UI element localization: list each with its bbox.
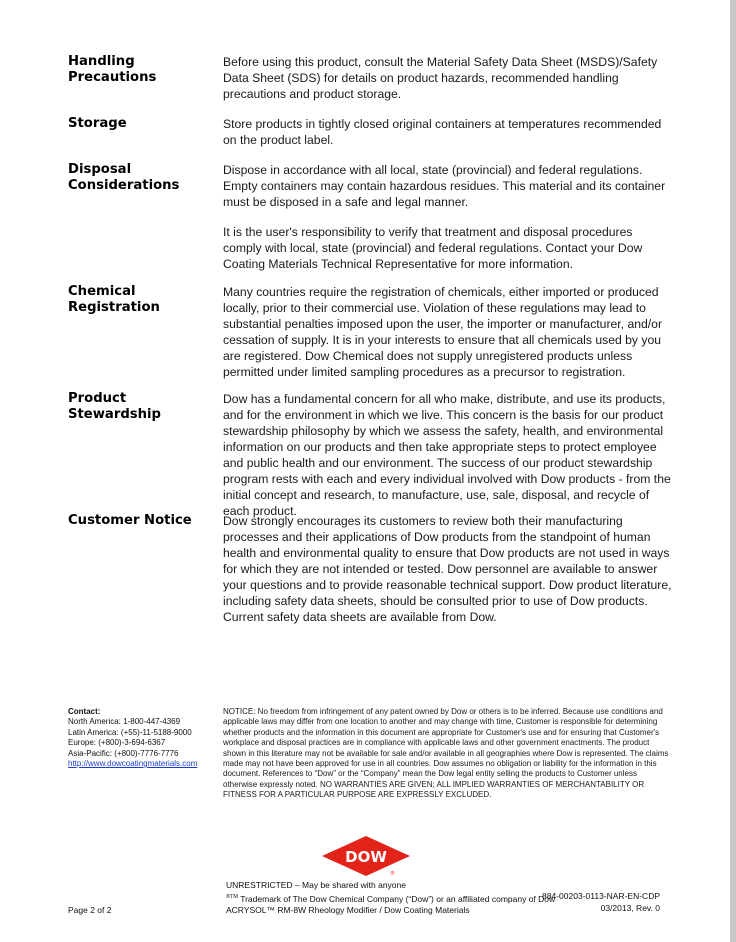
contact-title: Contact: — [68, 707, 101, 716]
section-body — [223, 284, 673, 394]
contact-block — [68, 707, 218, 769]
section-body — [223, 391, 673, 533]
section-heading: Chemical Registration — [68, 284, 160, 315]
document-number: 884-00203-0113-NAR-EN-CDP — [542, 891, 660, 901]
contact-latin-america: Latin America: (+55)-11-5188-9000 — [68, 727, 192, 737]
page-number: Page 2 of 2 — [68, 905, 112, 915]
paragraph: It is the user's responsibility to verify that treatment and disposal procedures comply with local, state (provincial) and federal regulations. Contact your Dow Coating Materials Technical Representative for more information. — [223, 225, 643, 271]
section-heading: Handling Precautions — [68, 54, 157, 85]
unrestricted-label: UNRESTRICTED – May be shared with anyone — [226, 880, 406, 890]
section-body — [223, 513, 673, 639]
trademark-sup: ®TM — [226, 893, 238, 900]
section-heading: Disposal Considerations — [68, 162, 180, 193]
page-edge — [730, 0, 736, 942]
footer-info — [226, 880, 556, 916]
footer-docinfo — [520, 891, 660, 914]
contact-north-america: North America: 1-800-447-4369 — [68, 717, 181, 727]
contact-asia-pacific: Asia-Pacific: (+800)-7776-7776 — [68, 748, 179, 758]
paragraph: Before using this product, consult the Material Safety Data Sheet (MSDS)/Safety Data Sheet (SDS) for details on product hazards, recommended handling precautions and product storage. — [223, 55, 658, 101]
trademark-text: Trademark of The Dow Chemical Company (“Dow”) or an affiliated company of Dow — [240, 893, 556, 904]
product-name: ACRYSOL™ RM-8W Rheology Modifier / Dow Coating Materials — [226, 904, 470, 915]
trademark-line — [226, 892, 556, 905]
section-body — [223, 54, 673, 116]
paragraph: Store products in tightly closed original containers at temperatures recommended on the product label. — [223, 117, 662, 147]
section-body — [223, 162, 673, 286]
logo-text: DOW — [345, 848, 387, 866]
legal-notice: NOTICE: No freedom from infringement of any patent owned by Dow or others is to be inferred. Because use conditions and applicable laws may differ from one location to another and may change with time, Customer is responsible for determining whether products and the information in this document are appropriate for Customer's use and for ensuring that Customer's workplace and disposal practices are in compliance with applicable laws and other government enactments. The product shown in this literature may not be available for sale and/or available in all geographies where Dow is represented. The claims made may not have been approved for use in all countries. Dow assumes no obligation or liability for the information in this document. References to “Dow” or the “Company” mean the Dow legal entity selling the products to Customer unless otherwise expressly noted. NO WARRANTIES ARE GIVEN; ALL IMPLIED WARRANTIES OF MERCHANTABILITY OR FITNESS FOR A PARTICULAR PURPOSE ARE EXPRESSLY EXCLUDED. — [223, 707, 669, 800]
paragraph: Dow strongly encourages its customers to review both their manufacturing processes and their applications of Dow products from the standpoint of human health and environmental quality to ensure that Dow products are not used in ways for which they are not intended or tested. Dow personnel are available to answer your questions and to provide reasonable technical support. Dow product literature, including safety data sheets, should be consulted prior to use of Dow products. Current safety data sheets are available from Dow. — [223, 514, 672, 624]
section-heading: Product Stewardship — [68, 391, 161, 422]
contact-europe: Europe: (+800)-3-694-6367 — [68, 738, 166, 748]
website-link[interactable]: http://www.dowcoatingmaterials.com — [68, 759, 198, 769]
section-heading: Storage — [68, 116, 127, 131]
section-heading: Customer Notice — [68, 513, 192, 528]
paragraph: Many countries require the registration of chemicals, either imported or produced locally, prior to their commercial use. Violation of these regulations may lead to substantial penalties imposed upon the user, the importer or manufacturer, and/or cessation of supply. It is in your interests to ensure that all chemicals used by you are registered. Dow Chemical does not supply unregistered products unless permitted under limited sampling procedures as a precursor to registration. — [223, 285, 663, 379]
paragraph: Dow has a fundamental concern for all who make, distribute, and use its products, and for the environment in which we live. This concern is the basis for our product stewardship philosophy by which we assess the safety, health, and environmental information on our products and then take appropriate steps to protect employee and public health and our environment. The success of our product stewardship program rests with each and every individual involved with Dow products - from the initial concept and research, to manufacture, use, sale, disposal, and recycle of each product. — [223, 392, 671, 518]
section-body — [223, 116, 673, 162]
registered-mark: ® — [390, 871, 395, 877]
dow-logo — [320, 834, 412, 878]
revision-date: 03/2013, Rev. 0 — [600, 902, 660, 913]
paragraph: Dispose in accordance with all local, state (provincial) and federal regulations. Empty containers may contain hazardous residues. This material and its container must be disposed in a safe and legal manner. — [223, 163, 666, 209]
